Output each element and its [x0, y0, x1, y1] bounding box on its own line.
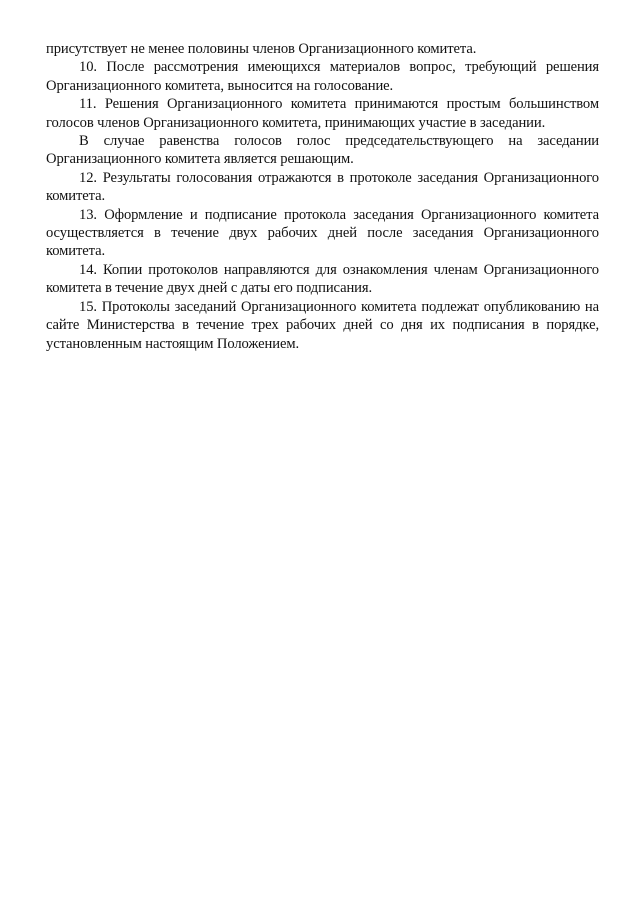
paragraph-10 [46, 58, 599, 95]
paragraph-14 [46, 261, 599, 298]
paragraph-number: 15. [79, 298, 97, 315]
paragraph-12 [46, 169, 599, 206]
paragraph-number: 10. [79, 59, 97, 76]
paragraph-number: 12. [79, 169, 97, 186]
paragraph-13 [46, 206, 599, 261]
paragraph-text: Оформление и подписание протокола заседания Организационного комитета осуществляется в течение двух рабочих дней после заседания Организационного комитета. [46, 206, 599, 260]
document-page [46, 40, 599, 353]
paragraph-text: В случае равенства голосов голос председательствующего на заседании Организационного комитета является решающим. [46, 133, 599, 168]
paragraph-15 [46, 298, 599, 353]
paragraph-11-tie-rule [46, 132, 599, 169]
paragraph-text: присутствует не менее половины членов Организационного комитета. [46, 41, 477, 57]
paragraph-continuation [46, 40, 599, 58]
paragraph-text: Результаты голосования отражаются в протоколе заседания Организационного комитета. [46, 169, 599, 205]
paragraph-number: 13. [79, 206, 97, 223]
paragraph-text: Копии протоколов направляются для ознакомления членам Организационного комитета в течение двух дней с даты его подписания. [46, 261, 599, 297]
paragraph-number: 14. [79, 261, 97, 278]
paragraph-number: 11. [79, 96, 97, 113]
paragraph-text: Решения Организационного комитета принимаются простым большинством голосов членов Организационного комитета, принимающих участие в заседании. [46, 96, 599, 131]
paragraph-text: Протоколы заседаний Организационного комитета подлежат опубликованию на сайте Министерства в течение трех рабочих дней со дня их подписания в порядке, установленным настоящим Положением. [46, 298, 599, 352]
paragraph-11 [46, 95, 599, 132]
paragraph-text: После рассмотрения имеющихся материалов вопрос, требующий решения Организационного комитета, выносится на голосование. [46, 59, 599, 94]
